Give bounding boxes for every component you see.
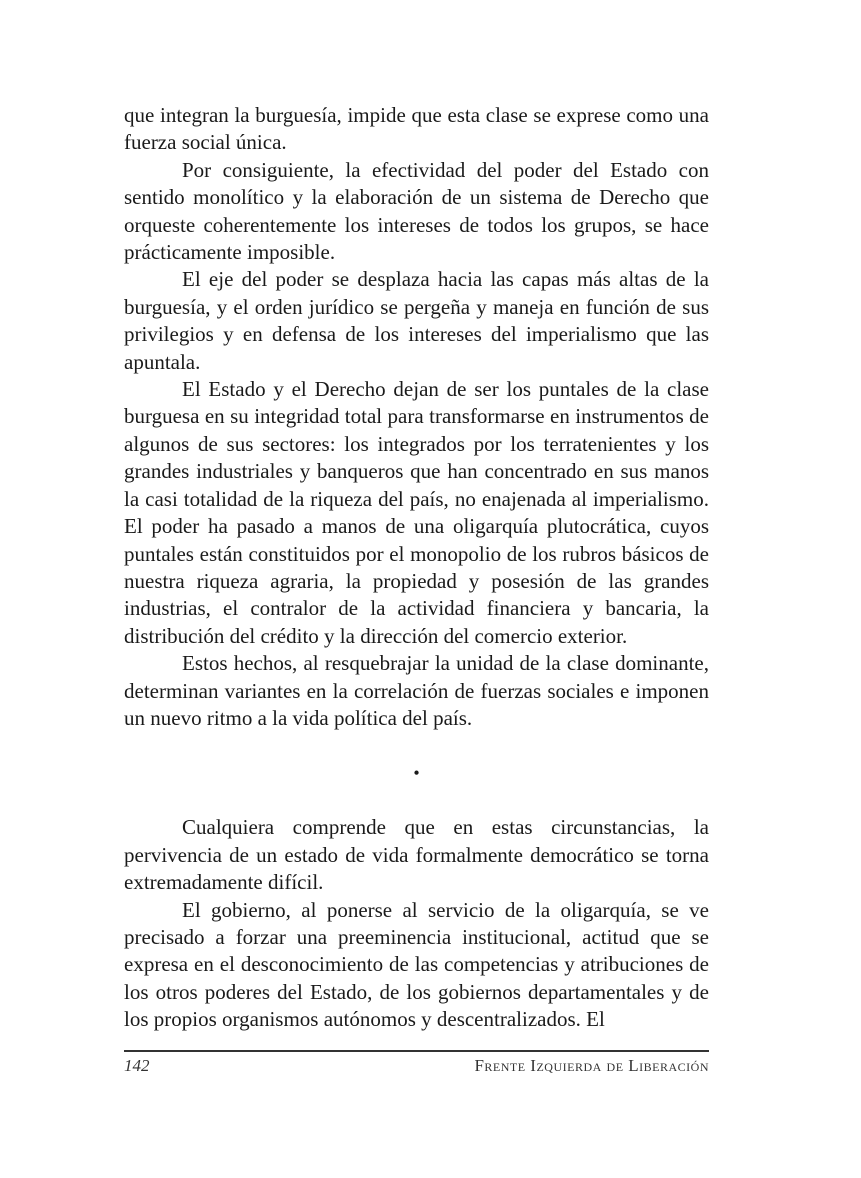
section-separator: • [413, 763, 420, 784]
page-number: 142 [124, 1056, 150, 1075]
running-title: Frente Izquierda de Liberación [474, 1056, 709, 1075]
paragraph: Por consiguiente, la efectividad del poder del Estado con sentido monolítico y la elaboración de un sistema de Derecho que orqueste coherentemente los intereses de todos los grupos, se hace prácticamente imposible. [124, 157, 709, 265]
paragraph: El Estado y el Derecho dejan de ser los puntales de la clase burguesa en su integridad total para transformarse en instrumentos de algunos de sus sectores: los integrados por los terratenientes y los grandes industriales y banqueros que han concentrado en sus manos la casi totalidad de la riqueza del país, no enajenada al imperialismo. El poder ha pasado a manos de una oligarquía plutocrática, cuyos puntales están constituidos por el monopolio de los rubros básicos de nuestra riqueza agraria, la propiedad y posesión de las grandes industrias, el contralor de la actividad financiera y bancaria, la distribución del crédito y la dirección del comercio exterior. [124, 377, 709, 648]
page-footer [124, 1050, 709, 1075]
paragraph: que integran la burguesía, impide que esta clase se exprese como una fuerza social única. [124, 103, 709, 155]
paragraph: Cualquiera comprende que en estas circunstancias, la pervivencia de un estado de vida formalmente democrático se torna extremadamente difícil. [124, 815, 709, 895]
paragraph: El eje del poder se desplaza hacia las capas más altas de la burguesía, y el orden jurídico se pergeña y maneja en función de sus privilegios y en defensa de los intereses del imperialismo que las apuntala. [124, 267, 709, 374]
page-body [124, 102, 709, 1034]
paragraph: El gobierno, al ponerse al servicio de la oligarquía, se ve precisado a forzar una preeminencia institucional, actitud que se expresa en el desconocimiento de las competencias y atribuciones de los otros poderes del Estado, de los gobiernos departamentales y de los propios organismos autónomos y descentralizados. El [124, 897, 709, 1032]
paragraph: Estos hechos, al resquebrajar la unidad de la clase dominante, determinan variantes en la correlación de fuerzas sociales e imponen un nuevo ritmo a la vida política del país. [124, 651, 709, 730]
